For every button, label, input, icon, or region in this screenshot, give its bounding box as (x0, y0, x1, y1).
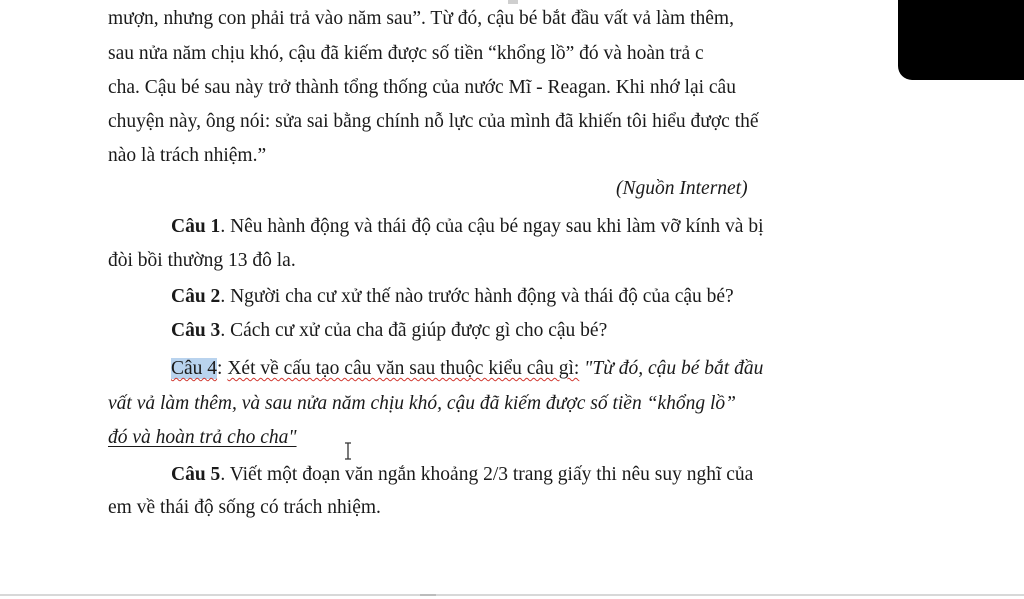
question-4-label-selection[interactable]: Câu 4 (171, 358, 218, 379)
question-3-line (171, 318, 607, 344)
question-4-line-2: vất vả làm thêm, và sau nửa năm chịu khó, cậu đã kiếm được số tiền “khổng lồ” (108, 393, 736, 414)
ruler-mark (508, 0, 518, 4)
screen-overlay (898, 0, 1024, 80)
question-4-line-1[interactable] (171, 356, 763, 382)
question-5-line-1 (171, 462, 753, 488)
story-line-5: nào là trách nhiệm.” (108, 145, 267, 166)
question-4-quote-end: đó và hoàn trả cho cha" (108, 427, 297, 448)
question-3-label: Câu 3 (171, 320, 221, 341)
question-5-label: Câu 5 (171, 464, 221, 485)
question-4-quote-start: "Từ đó, cậu bé bắt đầu (579, 358, 764, 379)
question-1-text: . Nêu hành động và thái độ của cậu bé ngay sau khi làm vỡ kính và bị (220, 216, 764, 237)
story-line-2: sau nửa năm chịu khó, cậu đã kiếm được số tiền “khổng lồ” đó và hoàn trả c (108, 43, 704, 64)
page-bottom-divider (0, 594, 1024, 596)
question-5-line-2: em về thái độ sống có trách nhiệm. (108, 497, 381, 518)
i-beam-cursor-icon (344, 442, 352, 460)
question-1-line-1 (171, 214, 764, 240)
question-1-line-2: đòi bồi thường 13 đô la. (108, 250, 296, 271)
question-3-text: . Cách cư xử của cha đã giúp được gì cho cậu bé? (220, 320, 608, 341)
question-4-line-3 (108, 425, 297, 451)
story-line-3: cha. Cậu bé sau này trở thành tổng thống của nước Mĩ - Reagan. Khi nhớ lại câu (108, 77, 736, 98)
question-4-prompt[interactable]: Xét về cấu tạo câu văn sau thuộc kiểu câu gì: (227, 358, 580, 379)
story-line-4: chuyện này, ông nói: sửa sai bằng chính nỗ lực của mình đã khiến tôi hiểu được thế (108, 111, 759, 132)
question-2-text: . Người cha cư xử thế nào trước hành động và thái độ của cậu bé? (220, 286, 734, 307)
question-2-label: Câu 2 (171, 286, 221, 307)
question-2-line (171, 284, 734, 310)
question-5-text: . Viết một đoạn văn ngắn khoảng 2/3 trang giấy thi nêu suy nghĩ của (220, 464, 754, 485)
source-citation: (Nguồn Internet) (616, 178, 748, 199)
question-4-colon: : (217, 358, 228, 379)
story-line-1: mượn, nhưng con phải trả vào năm sau”. Từ đó, cậu bé bắt đầu vất vả làm thêm, (108, 8, 734, 29)
question-1-label: Câu 1 (171, 216, 221, 237)
